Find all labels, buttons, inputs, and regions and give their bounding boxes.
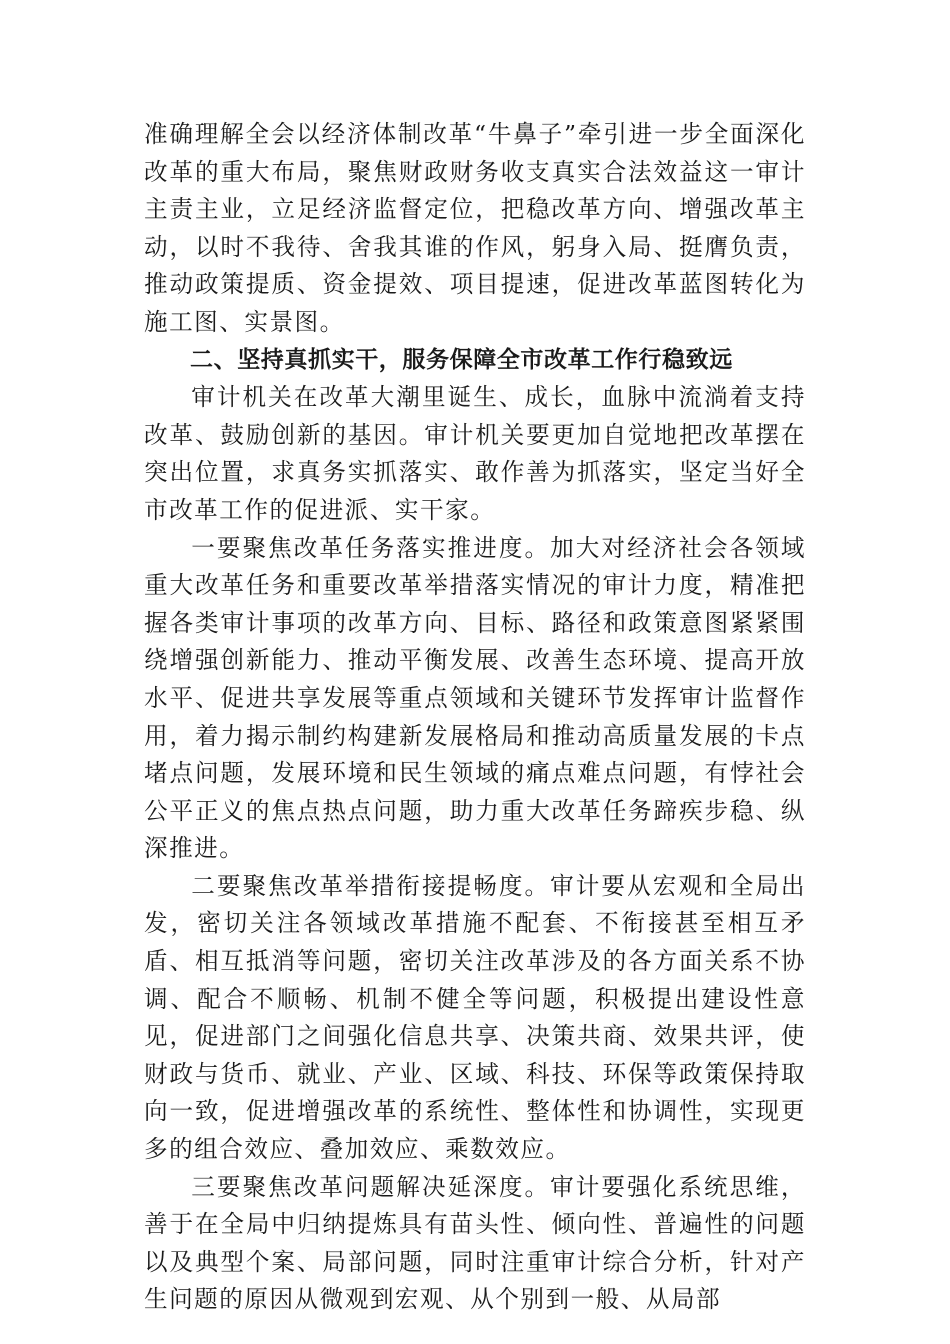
- document-page: [144, 116, 806, 1319]
- paragraph-point-two: 二要聚焦改革举措衔接提畅度。审计要从宏观和全局出发，密切关注各领域改革措施不配套、不衔接甚至相互矛盾、相互抵消等问题，密切关注改革涉及的各方面关系不协调、配合不顺畅、机制不健全等问题，积极提出建设性意见，促进部门之间强化信息共享、决策共商、效果共评，使财政与货币、就业、产业、区域、科技、环保等政策保持取向一致，促进增强改革的系统性、整体性和协调性，实现更多的组合效应、叠加效应、乘数效应。: [144, 871, 806, 1164]
- paragraph-intro: 审计机关在改革大潮里诞生、成长，血脉中流淌着支持改革、鼓励创新的基因。审计机关要更加自觉地把改革摆在突出位置，求真务实抓落实、敢作善为抓落实，坚定当好全市改革工作的促进派、实干家。: [144, 383, 806, 524]
- paragraph-point-one: 一要聚焦改革任务落实推进度。加大对经济社会各领域重大改革任务和重要改革举措落实情况的审计力度，精准把握各类审计事项的改革方向、目标、路径和政策意图紧紧围绕增强创新能力、推动平衡发展、改善生态环境、提高开放水平、促进共享发展等重点领域和关键环节发挥审计监督作用，着力揭示制约构建新发展格局和推动高质量发展的卡点堵点问题，发展环境和民生领域的痛点难点问题，有悖社会公平正义的焦点热点问题，助力重大改革任务蹄疾步稳、纵深推进。: [144, 533, 806, 863]
- paragraph-point-three: 三要聚焦改革问题解决延深度。审计要强化系统思维，善于在全局中归纳提炼具有苗头性、倾向性、普遍性的问题以及典型个案、局部问题，同时注重审计综合分析，针对产生问题的原因从微观到宏观、从个别到一般、从局部: [144, 1172, 806, 1314]
- section-heading: 二、坚持真抓实干，服务保障全市改革工作行稳致远: [190, 346, 733, 373]
- paragraph-continued: 准确理解全会以经济体制改革“牛鼻子”牵引进一步全面深化改革的重大布局，聚焦财政财务收支真实合法效益这一审计主责主业，立足经济监督定位，把稳改革方向、增强改革主动，以时不我待、舍我其谁的作风，躬身入局、挺膺负责，推动政策提质、资金提效、项目提速，促进改革蓝图转化为施工图、实景图。: [144, 120, 806, 336]
